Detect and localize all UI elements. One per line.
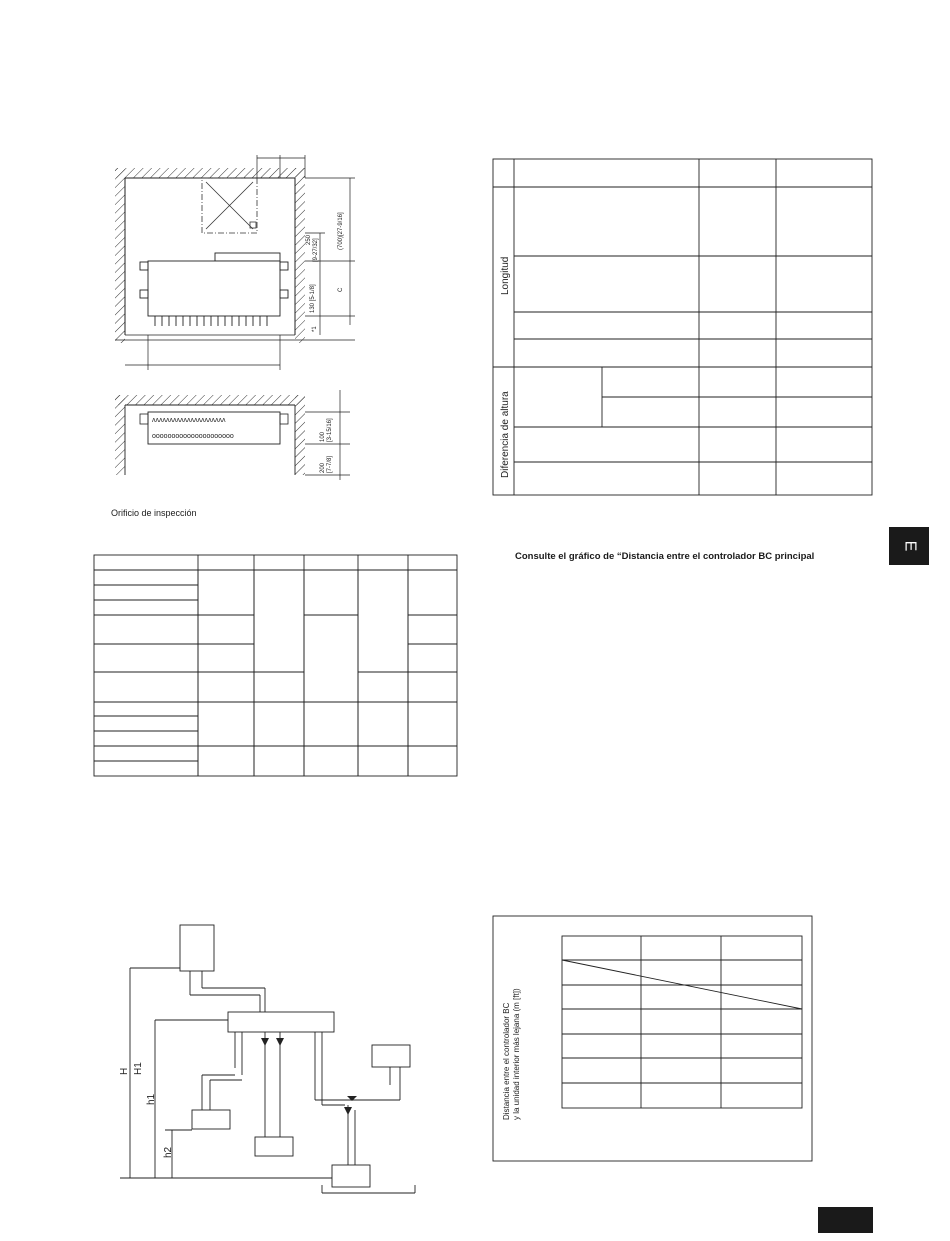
language-tab: [889, 527, 929, 565]
dim-100-in: [3-15/16]: [327, 418, 333, 442]
bc-controller-unit-plan: [140, 253, 288, 326]
svg-text:ʌʌʌʌʌʌʌʌʌʌʌʌʌʌʌʌʌʌʌʌʌ: ʌʌʌʌʌʌʌʌʌʌʌʌʌʌʌʌʌʌʌʌʌ: [152, 417, 226, 424]
dim-star1: *1: [312, 326, 318, 332]
wall-hatching-top: [115, 168, 305, 343]
indoor-unit-4: [332, 1165, 370, 1187]
graph-limit-line: [562, 960, 802, 1009]
page-number-box: [818, 1207, 873, 1233]
label-diferencia-altura: Diferencia de altura: [500, 391, 511, 478]
note-consulte: Consulte el gráfico de “Distancia entre el controlador BC principal: [515, 551, 815, 562]
dim-130: 130 [5-1/8]: [310, 284, 316, 313]
dim-200: 200: [320, 462, 326, 473]
label-h2: h2: [163, 1146, 174, 1158]
indoor-unit-3: [372, 1045, 410, 1067]
installation-diagram: [110, 150, 370, 490]
label-H1: H1: [133, 1062, 144, 1075]
dim-250-in: [9-27/32]: [313, 238, 319, 262]
label-H: H: [119, 1067, 130, 1075]
label-h1: h1: [146, 1093, 157, 1105]
dim-c: C: [338, 287, 344, 292]
height-difference-diagram: [110, 920, 430, 1200]
indoor-unit-1: [192, 1110, 230, 1129]
indoor-unit-2: [255, 1137, 293, 1156]
dim-100: 100: [320, 431, 326, 442]
dim-200-in: [7-7/8]: [327, 455, 333, 473]
inspection-caption: Orificio de inspección: [111, 508, 197, 518]
label-longitud: Longitud: [500, 256, 511, 295]
model-table: [93, 554, 459, 778]
svg-text:ooooooooooooooooooooo: ooooooooooooooooooooo: [152, 433, 234, 440]
graph-ylabel-2: y la unidad interior más lejana (m [ft]): [512, 988, 521, 1120]
dim-700: (700)[27-9/16]: [338, 212, 344, 250]
dim-250: 250: [306, 234, 312, 245]
distance-graph: [492, 915, 814, 1163]
side-view: [115, 390, 350, 480]
bc-controller: [228, 1012, 334, 1032]
language-tab-label: E: [900, 540, 918, 552]
pipe-ports-row: [155, 316, 267, 326]
graph-ylabel-1: Distancia entre el controlador BC: [502, 1002, 511, 1120]
inspection-opening: [202, 178, 257, 233]
outdoor-unit: [180, 925, 214, 971]
piping-length-table: [492, 158, 874, 498]
